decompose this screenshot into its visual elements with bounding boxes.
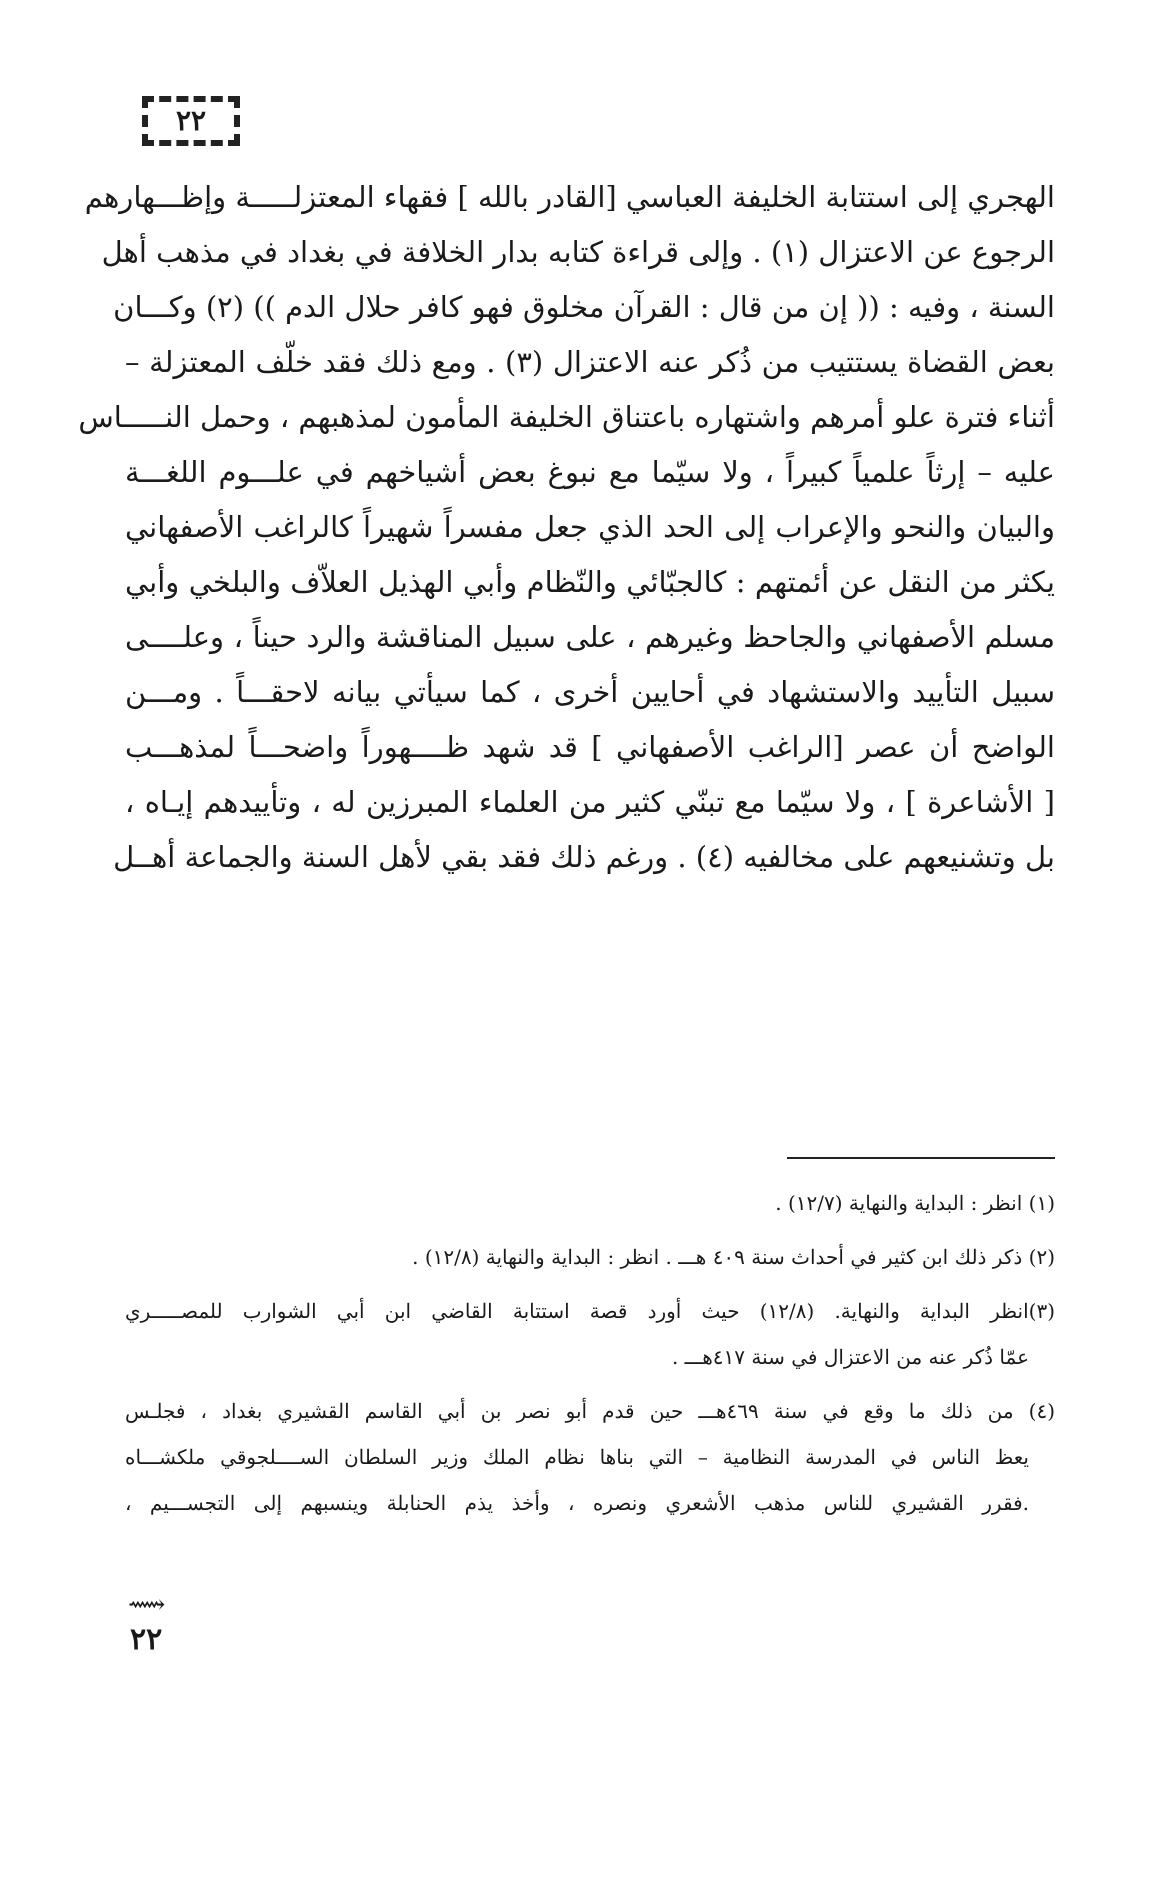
footnote-divider <box>787 1157 1055 1159</box>
footnote-3-line-2: عمّا ذُكر عنه من الاعتزال في سنة ٤١٧هـــ . <box>671 1345 1029 1369</box>
main-text-line-5: أثناء فترة علو أمرهم واشتهاره باعتناق الخليفة المأمون لمذهبهم ، وحمل النـــــاس <box>78 400 1055 434</box>
main-text-line-9: مسلم الأصفهاني والجاحظ وغيرهم ، على سبيل المناقشة والرد حيناً ، وعلــــى <box>125 620 1055 654</box>
continuation-arrow-icon: ⟿ <box>128 1590 166 1620</box>
main-text-block <box>78 170 1056 885</box>
main-text-line-7: والبيان والنحو والإعراب إلى الحد الذي جعل مفسراً شهيراً كالراغب الأصفهاني <box>125 510 1055 544</box>
header-page-number: ٢٢ <box>175 104 207 137</box>
main-text-line-4: بعض القضاة يستتيب من ذُكر عنه الاعتزال (٣) . ومع ذلك فقد خلّف المعتزلة – <box>125 345 1056 379</box>
header-page-number-badge <box>142 96 240 146</box>
footer-page-number: ٢٢ <box>130 1622 163 1657</box>
footnotes-block <box>125 1180 1055 1526</box>
footnote-4-line-3: .فقرر القشيري للناس مذهب الأشعري ونصره ، وأخذ يذم الحنابلة وينسبهم إلى التجســـيم ، <box>125 1491 1029 1515</box>
main-text-line-13: بل وتشنيعهم على مخالفيه (٤) . ورغم ذلك فقد بقي لأهل السنة والجماعة أهــل <box>113 840 1055 874</box>
main-text-line-12: [ الأشاعرة ] ، ولا سيّما مع تبنّي كثير من العلماء المبرزين له ، وتأييدهم إيـاه ، <box>125 785 1055 819</box>
main-text-line-3: السنة ، وفيه : (( إن من قال : القرآن مخلوق فهو كافر حلال الدم )) (٢) وكـــان <box>113 290 1055 324</box>
main-text-line-6: عليه – إرثاً علمياً كبيراً ، ولا سيّما مع نبوغ بعض أشياخهم في علـــوم اللغـــة <box>125 455 1055 489</box>
footnote-2: (٢) ذكر ذلك ابن كثير في أحداث سنة ٤٠٩ هـــ . انظر : البداية والنهاية (١٢/٨) . <box>412 1245 1055 1269</box>
footnote-1: (١) انظر : البداية والنهاية (١٢/٧) . <box>775 1191 1055 1215</box>
footnote-3-line-1: (٣)انظر البداية والنهاية. (١٢/٨) حيث أورد قصة استتابة القاضي ابن أبي الشوارب للمصـــــري <box>125 1299 1056 1323</box>
main-text-line-2: الرجوع عن الاعتزال (١) . وإلى قراءة كتابه بدار الخلافة في بغداد في مذهب أهل <box>101 235 1055 269</box>
footnote-4-line-2: يعظ الناس في المدرسة النظامية – التي بناها نظام الملك وزير السلطان الســــلجوقي ملكشـــاه <box>125 1445 1029 1469</box>
main-text-line-11: الواضح أن عصر [الراغب الأصفهاني ] قد شهد ظــــهوراً واضحـــاً لمذهـــب <box>125 730 1055 764</box>
main-text-line-8: يكثر من النقل عن أئمتهم : كالجبّائي والنّظام وأبي الهذيل العلاّف والبلخي وأبي <box>125 565 1055 599</box>
main-text-line-1: الهجري إلى استتابة الخليفة العباسي [القادر بالله ] فقهاء المعتزلـــــة وإظـــهارهم <box>84 180 1055 214</box>
footnote-4-line-1: (٤) من ذلك ما وقع في سنة ٤٦٩هـــ حين قدم أبو نصر بن أبي القاسم القشيري بغداد ، فجلـس <box>125 1399 1056 1423</box>
main-text-line-10: سبيل التأييد والاستشهاد في أحايين أخرى ، كما سيأتي بيانه لاحقـــاً . ومـــن <box>125 675 1055 709</box>
